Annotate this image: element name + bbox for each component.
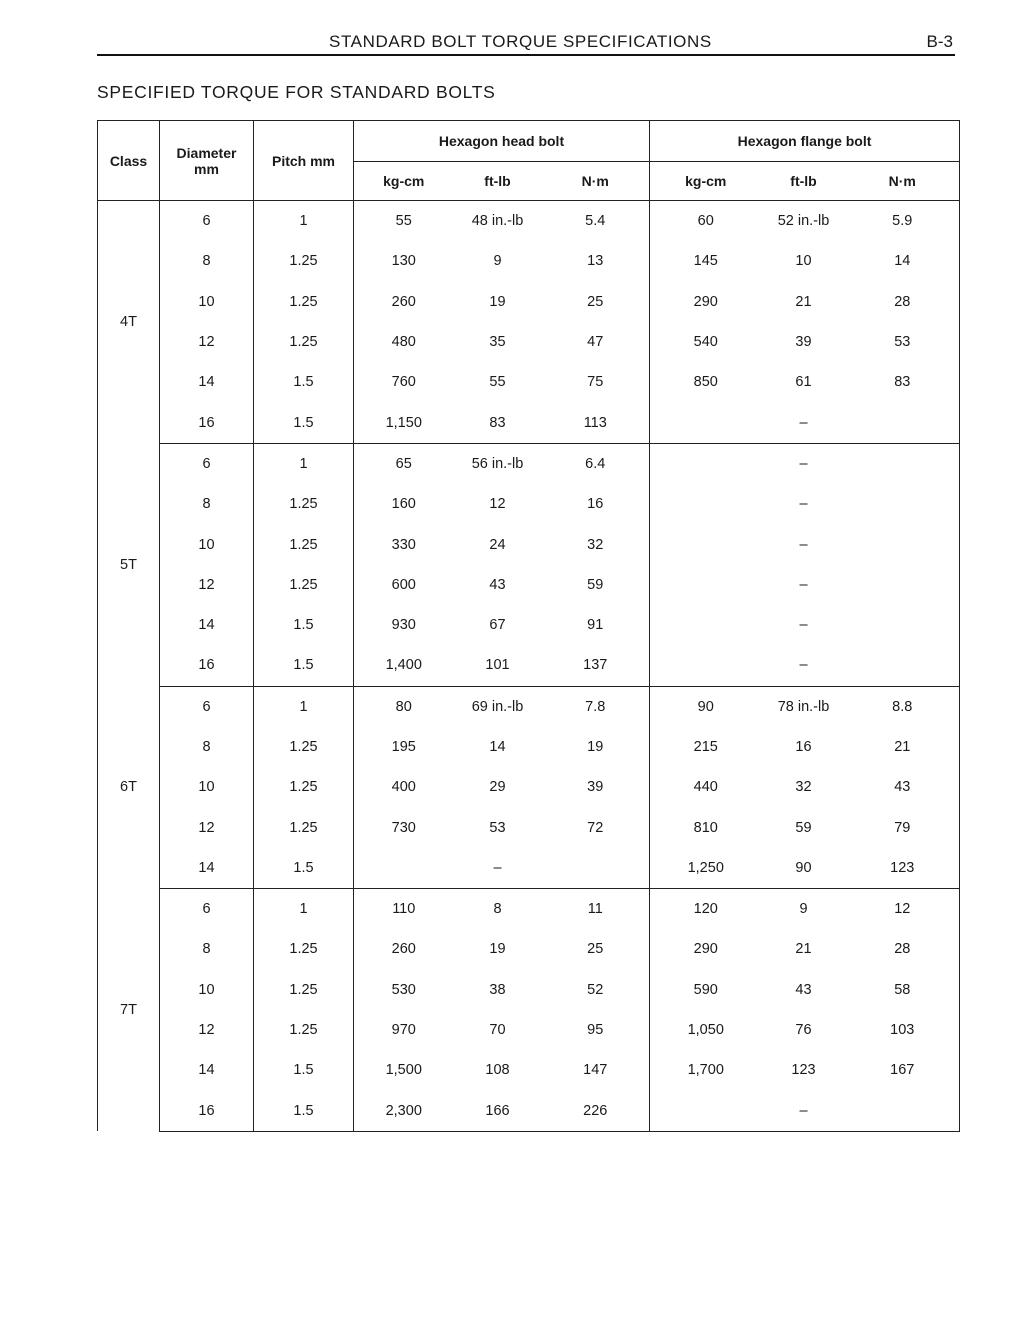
cell-head-ftlb: 55 (489, 374, 506, 391)
cell-head-nm: 75 (542, 362, 650, 402)
class-group-4t (98, 201, 960, 444)
cell-head-nm: 95 (542, 1010, 650, 1050)
cell-pitch: 1.5 (254, 402, 354, 443)
cell-diameter: 6 (160, 889, 254, 930)
cell-head-nm: 226 (542, 1091, 650, 1132)
cell-flange-kgcm: 850 (693, 374, 718, 391)
cell-head-kgcm: 1,400 (354, 645, 454, 686)
cell-pitch: 1.25 (254, 727, 354, 767)
cell-head-ftlb: 38 (489, 981, 506, 998)
cell-flange-ftlb: 61 (795, 374, 812, 391)
cell-flange-nm (846, 484, 960, 524)
cell-head-ftlb: 48 in.-lb (471, 213, 524, 230)
cell-pitch: 1.25 (254, 565, 354, 605)
cell-head-ftlb: 19 (489, 293, 506, 310)
cell-diameter: 8 (160, 727, 254, 767)
table-header (98, 121, 960, 201)
table-row (98, 1050, 960, 1090)
cell-diameter: 10 (160, 282, 254, 322)
cell-flange-ftlb: – (762, 402, 846, 443)
cell-flange-kgcm: 60 (697, 213, 714, 230)
cell-diameter: 10 (160, 970, 254, 1010)
cell-flange-ftlb: 16 (795, 739, 812, 755)
torque-table (97, 120, 960, 1132)
cell-flange-kgcm: 440 (693, 779, 718, 796)
cell-flange-nm: 12 (846, 889, 960, 930)
table-row (98, 848, 960, 889)
cell-head-nm: 6.4 (542, 443, 650, 484)
cell-flange-ftlb: – (762, 645, 846, 686)
cell-head-kgcm: 195 (391, 739, 416, 755)
cell-head-ftlb: 35 (489, 334, 506, 351)
header-class: Class (98, 121, 160, 201)
cell-flange-kgcm (650, 484, 762, 524)
cell-pitch: 1.25 (254, 807, 354, 847)
cell-flange-ftlb: – (799, 455, 808, 472)
table-row (98, 889, 960, 930)
cell-pitch: 1.25 (254, 484, 354, 524)
cell-head-ftlb: 53 (489, 819, 506, 836)
cell-head-nm (542, 848, 650, 889)
class-label: 7T (98, 889, 160, 1132)
cell-flange-nm (846, 565, 960, 605)
cell-flange-nm: 58 (846, 970, 960, 1010)
header-flange-kgcm: kg-cm (650, 162, 762, 201)
cell-diameter: 12 (160, 565, 254, 605)
cell-head-kgcm: 530 (391, 981, 416, 998)
cell-head-kgcm: 400 (391, 779, 416, 796)
cell-flange-kgcm (650, 645, 762, 686)
cell-diameter: 8 (160, 929, 254, 969)
cell-diameter: 12 (160, 1010, 254, 1050)
class-label: 4T (98, 201, 160, 444)
cell-head-ftlb: 83 (454, 402, 542, 443)
page-header (97, 30, 955, 56)
page-number: B-3 (926, 32, 953, 51)
cell-head-ftlb: 70 (489, 1022, 506, 1039)
cell-pitch: 1.5 (254, 1091, 354, 1132)
cell-flange-kgcm: 1,250 (650, 848, 762, 889)
cell-flange-kgcm: 1,050 (687, 1022, 724, 1039)
header-flange-nm: N·m (846, 162, 960, 201)
cell-flange-ftlb: 52 in.-lb (777, 213, 830, 230)
cell-diameter: 16 (160, 1091, 254, 1132)
cell-flange-nm: 21 (846, 727, 960, 767)
cell-head-ftlb: 56 in.-lb (471, 455, 524, 472)
cell-pitch: 1.25 (254, 767, 354, 807)
cell-head-kgcm: 600 (391, 576, 416, 593)
cell-flange-ftlb: 32 (795, 779, 812, 796)
cell-flange-nm: 14 (846, 241, 960, 281)
cell-flange-nm (846, 605, 960, 645)
cell-flange-kgcm (650, 443, 762, 484)
cell-head-nm: 59 (542, 565, 650, 605)
header-head-kgcm: kg-cm (354, 162, 454, 201)
cell-head-ftlb: 101 (454, 645, 542, 686)
table-row (98, 1010, 960, 1050)
table-row (98, 970, 960, 1010)
cell-head-nm: 91 (542, 605, 650, 645)
cell-diameter: 8 (160, 484, 254, 524)
cell-diameter: 6 (160, 201, 254, 242)
cell-head-kgcm: 1,150 (354, 402, 454, 443)
cell-head-nm: 39 (542, 767, 650, 807)
cell-head-nm: 147 (542, 1050, 650, 1090)
header-head-nm: N·m (542, 162, 650, 201)
header-flange-ftlb: ft-lb (762, 162, 846, 201)
cell-flange-ftlb: 43 (795, 981, 812, 998)
cell-flange-ftlb: – (799, 496, 808, 513)
class-label: 6T (98, 686, 160, 888)
cell-head-ftlb: 14 (489, 739, 506, 755)
table-row (98, 241, 960, 281)
cell-head-nm: 113 (542, 402, 650, 443)
table-row (98, 1091, 960, 1132)
cell-head-nm: 47 (542, 322, 650, 362)
cell-head-kgcm: 80 (395, 698, 412, 715)
cell-head-nm: 32 (542, 524, 650, 564)
class-label: 5T (98, 443, 160, 686)
cell-head-kgcm: 730 (391, 819, 416, 836)
cell-head-nm: 25 (542, 282, 650, 322)
cell-diameter: 16 (160, 402, 254, 443)
cell-pitch: 1.25 (254, 970, 354, 1010)
cell-head-nm: 52 (542, 970, 650, 1010)
cell-head-nm: 16 (542, 484, 650, 524)
cell-flange-nm (846, 645, 960, 686)
cell-pitch: 1.5 (254, 645, 354, 686)
header-rule (97, 54, 955, 56)
cell-head-kgcm: 260 (391, 293, 416, 310)
cell-flange-nm: 103 (846, 1010, 960, 1050)
cell-head-kgcm: 970 (391, 1022, 416, 1039)
table-row (98, 686, 960, 727)
cell-head-nm: 72 (542, 807, 650, 847)
table-row (98, 402, 960, 443)
cell-head-kgcm (354, 848, 454, 889)
cell-diameter: 6 (160, 443, 254, 484)
table-row (98, 565, 960, 605)
section-title: SPECIFIED TORQUE FOR STANDARD BOLTS (97, 82, 496, 102)
cell-flange-nm (846, 402, 960, 443)
cell-head-kgcm: 2,300 (354, 1091, 454, 1132)
cell-head-kgcm: 480 (391, 334, 416, 351)
cell-head-nm: 137 (542, 645, 650, 686)
header-hex-head: Hexagon head bolt (354, 121, 650, 162)
class-group-5t (98, 443, 960, 686)
cell-flange-nm: 123 (846, 848, 960, 889)
cell-pitch: 1.25 (254, 322, 354, 362)
header-diameter (160, 121, 254, 201)
cell-flange-ftlb: 9 (799, 901, 808, 918)
class-group-7t (98, 889, 960, 1132)
cell-pitch: 1.5 (254, 362, 354, 402)
cell-head-ftlb: 8 (493, 901, 502, 918)
table-row (98, 362, 960, 402)
cell-flange-ftlb: – (799, 576, 808, 593)
cell-flange-nm: 79 (846, 807, 960, 847)
table-row (98, 727, 960, 767)
cell-flange-kgcm: 90 (697, 698, 714, 715)
cell-head-ftlb: 12 (489, 496, 506, 513)
cell-flange-ftlb: 90 (762, 848, 846, 889)
cell-head-ftlb: 24 (489, 536, 506, 553)
cell-flange-ftlb: 39 (795, 334, 812, 351)
cell-head-ftlb: 9 (493, 253, 502, 270)
cell-head-nm: 11 (542, 889, 650, 930)
cell-pitch: 1.25 (254, 524, 354, 564)
cell-flange-nm: 83 (846, 362, 960, 402)
cell-head-kgcm: 260 (391, 941, 416, 958)
cell-flange-ftlb: 59 (795, 819, 812, 836)
cell-flange-ftlb: 21 (795, 293, 812, 310)
header-hex-flange: Hexagon flange bolt (650, 121, 960, 162)
cell-pitch: 1.25 (254, 1010, 354, 1050)
cell-head-ftlb: 166 (454, 1091, 542, 1132)
cell-flange-ftlb: 123 (791, 1062, 816, 1079)
cell-head-kgcm: 65 (395, 455, 412, 472)
cell-head-nm: 19 (542, 727, 650, 767)
cell-flange-nm (846, 443, 960, 484)
cell-flange-kgcm (650, 605, 762, 645)
cell-diameter: 12 (160, 807, 254, 847)
table-row (98, 645, 960, 686)
cell-flange-kgcm: 215 (693, 739, 718, 755)
table-row (98, 322, 960, 362)
table-row (98, 767, 960, 807)
cell-pitch: 1 (254, 686, 354, 727)
page-header-title: STANDARD BOLT TORQUE SPECIFICATIONS (329, 32, 712, 51)
table-row (98, 524, 960, 564)
cell-pitch: 1 (254, 889, 354, 930)
cell-flange-kgcm (650, 402, 762, 443)
cell-flange-kgcm: 1,700 (687, 1062, 724, 1079)
cell-pitch: 1.5 (254, 1050, 354, 1090)
cell-head-kgcm: 760 (391, 374, 416, 391)
header-head-ftlb: ft-lb (454, 162, 542, 201)
class-group-6t (98, 686, 960, 888)
cell-diameter: 14 (160, 605, 254, 645)
cell-head-ftlb: 29 (489, 779, 506, 796)
cell-head-ftlb: 43 (489, 576, 506, 593)
cell-head-kgcm: 55 (395, 213, 412, 230)
cell-head-kgcm: 1,500 (385, 1062, 422, 1079)
table-row (98, 484, 960, 524)
cell-head-ftlb: – (454, 848, 542, 889)
cell-flange-kgcm: 590 (693, 981, 718, 998)
cell-flange-nm (846, 524, 960, 564)
cell-pitch: 1.25 (254, 282, 354, 322)
cell-flange-nm: 28 (846, 282, 960, 322)
cell-diameter: 14 (160, 362, 254, 402)
cell-diameter: 14 (160, 1050, 254, 1090)
cell-diameter: 10 (160, 767, 254, 807)
cell-flange-ftlb: 10 (795, 253, 812, 270)
cell-flange-ftlb: 21 (795, 941, 812, 958)
cell-head-ftlb: 19 (489, 941, 506, 958)
cell-flange-ftlb: – (799, 617, 808, 634)
cell-flange-ftlb: 78 in.-lb (777, 698, 830, 715)
header-diameter-label: Diameter (176, 144, 237, 161)
cell-flange-nm (846, 1091, 960, 1132)
header-pitch: Pitch mm (254, 121, 354, 201)
cell-flange-kgcm (650, 524, 762, 564)
cell-flange-nm: 53 (846, 322, 960, 362)
cell-head-ftlb: 67 (489, 617, 506, 634)
cell-pitch: 1.5 (254, 605, 354, 645)
table-row (98, 929, 960, 969)
cell-diameter: 12 (160, 322, 254, 362)
cell-head-nm: 5.4 (542, 201, 650, 242)
cell-head-kgcm: 130 (391, 253, 416, 270)
cell-flange-ftlb: 76 (795, 1022, 812, 1039)
cell-flange-kgcm: 540 (693, 334, 718, 351)
table-row (98, 282, 960, 322)
cell-flange-kgcm: 120 (693, 901, 718, 918)
table-row (98, 443, 960, 484)
table-row (98, 201, 960, 242)
cell-head-ftlb: 69 in.-lb (471, 698, 524, 715)
cell-diameter: 6 (160, 686, 254, 727)
table-row (98, 605, 960, 645)
cell-head-nm: 25 (542, 929, 650, 969)
cell-diameter: 10 (160, 524, 254, 564)
cell-head-nm: 7.8 (542, 686, 650, 727)
cell-flange-kgcm: 290 (693, 293, 718, 310)
cell-flange-kgcm (650, 1091, 762, 1132)
cell-flange-kgcm: 290 (693, 941, 718, 958)
cell-pitch: 1.25 (254, 929, 354, 969)
cell-diameter: 8 (160, 241, 254, 281)
cell-pitch: 1.5 (254, 848, 354, 889)
cell-head-kgcm: 110 (392, 901, 416, 918)
cell-flange-ftlb: – (762, 1091, 846, 1132)
cell-head-kgcm: 160 (391, 496, 416, 513)
cell-head-kgcm: 930 (391, 617, 416, 634)
cell-pitch: 1 (254, 443, 354, 484)
table-row (98, 807, 960, 847)
cell-diameter: 14 (160, 848, 254, 889)
cell-pitch: 1 (254, 201, 354, 242)
cell-flange-ftlb: – (799, 536, 808, 553)
cell-flange-nm: 28 (846, 929, 960, 969)
cell-flange-nm: 167 (846, 1050, 960, 1090)
cell-flange-nm: 43 (846, 767, 960, 807)
cell-diameter: 16 (160, 645, 254, 686)
cell-flange-kgcm: 810 (693, 819, 718, 836)
header-diameter-unit: mm (194, 160, 219, 177)
cell-flange-nm: 8.8 (846, 686, 960, 727)
cell-flange-kgcm: 145 (693, 253, 718, 270)
cell-head-nm: 13 (542, 241, 650, 281)
cell-flange-nm: 5.9 (846, 201, 960, 242)
cell-head-ftlb: 108 (485, 1062, 510, 1079)
cell-flange-kgcm (650, 565, 762, 605)
cell-pitch: 1.25 (254, 241, 354, 281)
cell-head-kgcm: 330 (391, 536, 416, 553)
